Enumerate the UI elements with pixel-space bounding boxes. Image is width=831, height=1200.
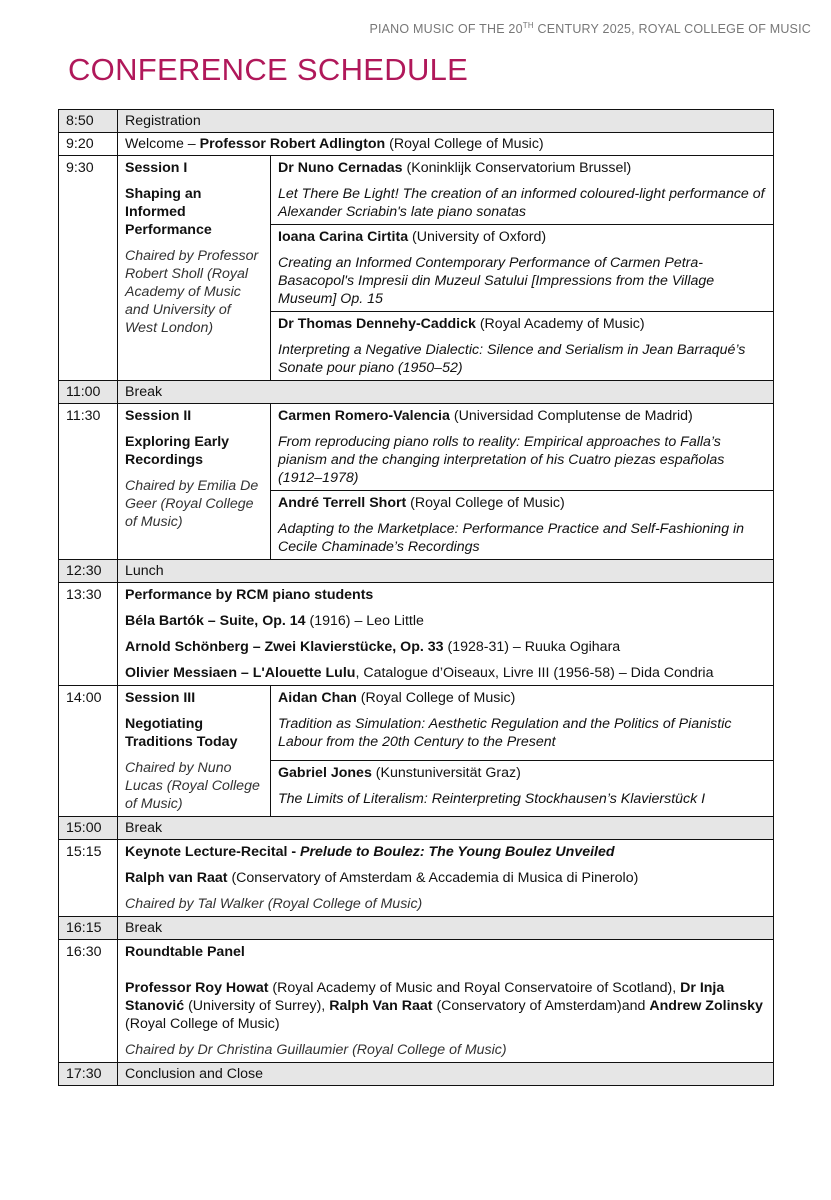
page-title: CONFERENCE SCHEDULE	[68, 52, 469, 87]
table-row-session-2	[59, 404, 774, 491]
session-label: Session II	[125, 408, 192, 424]
work-title: Béla Bartók – Suite, Op. 14	[125, 613, 306, 629]
table-row-session-1	[59, 156, 774, 225]
panelist-name: Ralph Van Raat	[329, 998, 433, 1014]
time-cell: 13:30	[59, 583, 118, 686]
activity-cell: Registration	[118, 110, 774, 133]
roundtable-panelists	[125, 979, 765, 1033]
session-info-cell	[118, 686, 271, 817]
table-row-session-3	[59, 686, 774, 761]
paper-cell	[271, 686, 774, 761]
time-cell: 9:30	[59, 156, 118, 381]
paper-affiliation: (Koninklijk Conservatorium Brussel)	[402, 160, 632, 176]
panelist-name: Andrew Zolinsky	[649, 998, 763, 1014]
table-row-welcome	[59, 133, 774, 156]
paper-speaker: Gabriel Jones	[278, 765, 372, 782]
work-details: (1916) – Leo Little	[305, 613, 424, 629]
keynote-speaker: Ralph van Raat	[125, 870, 228, 886]
activity-cell: Break	[118, 817, 774, 840]
paper-cell	[271, 156, 774, 225]
document-header	[369, 22, 811, 36]
keynote-affiliation: (Conservatory of Amsterdam & Accademia di Musica di Pinerolo)	[227, 870, 639, 886]
time-cell: 15:15	[59, 840, 118, 917]
activity-cell: Conclusion and Close	[118, 1063, 774, 1086]
activity-cell: Break	[118, 917, 774, 940]
activity-cell: Lunch	[118, 560, 774, 583]
paper-speaker: Carmen Romero-Valencia	[278, 408, 450, 424]
paper-affiliation: (Royal College of Music)	[356, 690, 516, 706]
keynote-chair: Chaired by Tal Walker (Royal College of Music)	[125, 896, 423, 912]
work-title: Olivier Messiaen – L'Alouette Lulu	[125, 665, 356, 681]
paper-title: Adapting to the Marketplace: Performance Practice and Self-Fashioning in Cecile Chaminade’s Recordings	[278, 521, 745, 555]
welcome-prefix: Welcome –	[125, 136, 200, 152]
panelist-affiliation: (Royal Academy of Music and Royal Conservatoire of Scotland),	[268, 980, 681, 996]
paper-title: Let There Be Light! The creation of an informed coloured-light performance of Alexander Scriabin's late piano sonatas	[278, 186, 765, 220]
paper-cell	[271, 761, 774, 817]
welcome-affiliation: (Royal College of Music)	[385, 136, 544, 152]
session-chair: Chaired by Nuno Lucas (Royal College of Music)	[125, 760, 260, 812]
header-superscript: TH	[522, 20, 534, 30]
paper-cell	[271, 491, 774, 560]
paper-affiliation: (Kunstuniversität Graz)	[371, 765, 521, 782]
performance-heading: Performance by RCM piano students	[125, 587, 374, 603]
panelist-name: Professor Roy Howat	[125, 980, 269, 996]
paper-title: Tradition as Simulation: Aesthetic Regulation and the Politics of Pianistic Labour from the 20th Century to the Present	[278, 716, 732, 750]
paper-speaker: Dr Thomas Dennehy-Caddick	[278, 316, 476, 332]
table-row-registration	[59, 110, 774, 133]
table-row-roundtable	[59, 940, 774, 1063]
paper-title: The Limits of Literalism: Reinterpreting Stockhausen’s Klavierstück I	[278, 791, 706, 808]
table-row-keynote	[59, 840, 774, 917]
roundtable-chair: Chaired by Dr Christina Guillaumier (Royal College of Music)	[125, 1042, 507, 1058]
time-cell: 8:50	[59, 110, 118, 133]
paper-speaker: André Terrell Short	[278, 495, 407, 511]
work-details: , Catalogue d’Oiseaux, Livre III (1956-58) – Dida Condria	[355, 665, 714, 681]
table-row-break	[59, 917, 774, 940]
activity-cell: Break	[118, 381, 774, 404]
paper-affiliation: (Royal Academy of Music)	[475, 316, 645, 332]
session-info-cell	[118, 156, 271, 381]
time-cell: 12:30	[59, 560, 118, 583]
paper-title: From reproducing piano rolls to reality: Empirical approaches to Falla’s pianism and the changing interpretation of his Cuatro piezas españolas (1912–1978)	[278, 434, 725, 486]
roundtable-heading: Roundtable Panel	[125, 944, 245, 960]
session-theme: Negotiating Traditions Today	[125, 716, 238, 750]
paper-speaker: Dr Nuno Cernadas	[278, 160, 403, 176]
keynote-title: Prelude to Boulez: The Young Boulez Unveiled	[300, 844, 615, 860]
time-cell: 11:30	[59, 404, 118, 560]
session-chair: Chaired by Professor Robert Sholl (Royal Academy of Music and University of West London)	[125, 248, 259, 336]
paper-affiliation: (University of Oxford)	[408, 229, 547, 245]
time-cell: 15:00	[59, 817, 118, 840]
session-chair: Chaired by Emilia De Geer (Royal College of Music)	[125, 478, 259, 530]
table-row-break	[59, 817, 774, 840]
paper-cell	[271, 312, 774, 381]
panelist-affiliation: (Conservatory of Amsterdam)and	[432, 998, 650, 1014]
panelist-name: Dr Inja Stanović	[125, 980, 725, 1014]
welcome-speaker: Professor Robert Adlington	[199, 136, 386, 152]
activity-cell	[118, 133, 774, 156]
paper-cell	[271, 404, 774, 491]
table-row-lunch	[59, 560, 774, 583]
table-row-performance	[59, 583, 774, 686]
session-theme: Exploring Early Recordings	[125, 434, 230, 468]
header-text-end: CENTURY 2025, ROYAL COLLEGE OF MUSIC	[533, 22, 811, 36]
activity-cell	[118, 583, 774, 686]
performance-item	[125, 638, 765, 656]
session-label: Session III	[125, 690, 196, 706]
session-theme: Shaping an Informed Performance	[125, 186, 212, 238]
paper-speaker: Aidan Chan	[278, 690, 357, 706]
time-cell: 9:20	[59, 133, 118, 156]
panelist-affiliation: (University of Surrey),	[184, 998, 330, 1014]
keynote-heading	[125, 843, 765, 861]
session-label: Session I	[125, 160, 188, 176]
panelist-affiliation: (Royal College of Music)	[125, 1016, 280, 1032]
performance-item	[125, 612, 765, 630]
keynote-label: Keynote Lecture-Recital -	[125, 844, 301, 860]
time-cell: 11:00	[59, 381, 118, 404]
time-cell: 17:30	[59, 1063, 118, 1086]
work-title: Arnold Schönberg – Zwei Klavierstücke, Op. 33	[125, 639, 444, 655]
work-details: (1928-31) – Ruuka Ogihara	[443, 639, 621, 655]
paper-affiliation: (Universidad Complutense de Madrid)	[449, 408, 693, 424]
paper-title: Creating an Informed Contemporary Performance of Carmen Petra-Basacopol's Impresii din Muzeul Satului [Impressions from the Village Museum] Op. 15	[278, 255, 715, 307]
paper-speaker: Ioana Carina Cirtita	[278, 229, 409, 245]
time-cell: 16:15	[59, 917, 118, 940]
paper-affiliation: (Royal College of Music)	[406, 495, 565, 511]
time-cell: 16:30	[59, 940, 118, 1063]
activity-cell	[118, 840, 774, 917]
session-info-cell	[118, 404, 271, 560]
activity-cell	[118, 940, 774, 1063]
table-row-break	[59, 381, 774, 404]
performance-item	[125, 664, 765, 682]
header-text: PIANO MUSIC OF THE 20	[369, 22, 523, 36]
paper-cell	[271, 225, 774, 312]
paper-title: Interpreting a Negative Dialectic: Silence and Serialism in Jean Barraqué’s Sonate pour piano (1950–52)	[278, 342, 746, 376]
time-cell: 14:00	[59, 686, 118, 817]
schedule-table	[58, 109, 774, 1086]
table-row-close	[59, 1063, 774, 1086]
